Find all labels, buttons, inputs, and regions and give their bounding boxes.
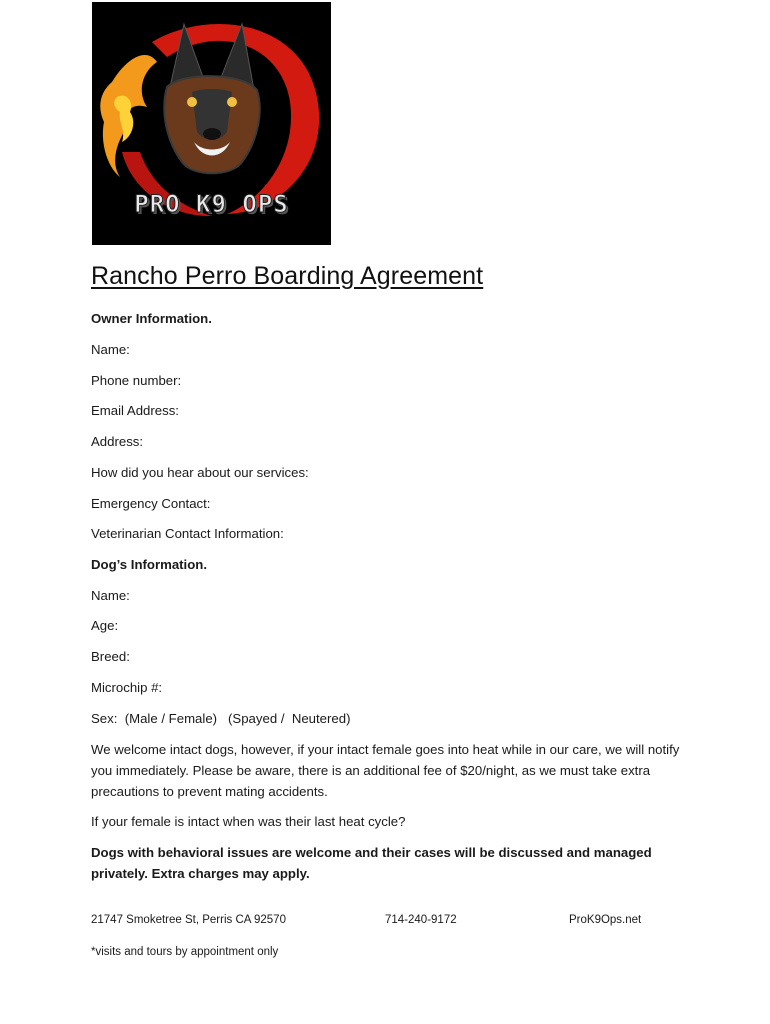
behavioral-issues-notice: Dogs with behavioral issues are welcome and their cases will be discussed and managed privately. Extra charges may apply. <box>91 845 652 881</box>
dog-breed-field: Breed: <box>91 649 130 664</box>
owner-referral-field: How did you hear about our services: <box>91 465 309 480</box>
dog-name-field: Name: <box>91 588 130 603</box>
logo-dog-eye-right <box>227 97 237 107</box>
owner-name-field: Name: <box>91 342 130 357</box>
owner-email-field: Email Address: <box>91 403 179 418</box>
heat-cycle-question: If your female is intact when was their last heat cycle? <box>91 814 406 829</box>
footer-phone: 714-240-9172 <box>385 914 457 926</box>
dog-microchip-field: Microchip #: <box>91 680 163 695</box>
logo-dog-nose <box>203 128 221 140</box>
logo-text: PRO K9 OPS <box>134 190 289 218</box>
dog-section-heading: Dog’s Information. <box>91 557 207 572</box>
logo-dog-eye-left <box>187 97 197 107</box>
owner-section-heading: Owner Information. <box>91 311 212 326</box>
page-title: Rancho Perro Boarding Agreement <box>91 262 484 290</box>
dog-age-field: Age: <box>91 618 119 633</box>
owner-vet-contact-field: Veterinarian Contact Information: <box>91 526 284 541</box>
footer-website: ProK9Ops.net <box>569 914 642 926</box>
owner-phone-field: Phone number: <box>91 373 182 388</box>
owner-emergency-contact-field: Emergency Contact: <box>91 496 211 511</box>
appointment-note: *visits and tours by appointment only <box>91 946 279 958</box>
footer-contact-row <box>91 914 651 932</box>
dog-sex-field: Sex: (Male / Female) (Spayed / Neutered) <box>91 711 351 726</box>
footer-address: 21747 Smoketree St, Perris CA 92570 <box>91 914 286 926</box>
owner-address-field: Address: <box>91 434 144 449</box>
pro-k9-ops-logo <box>92 2 331 245</box>
intact-dog-notice: We welcome intact dogs, however, if your intact female goes into heat while in our care, we will notify you immediately. Please be aware, there is an additional fee of $20/night, as we must take extra precautions to prevent mating accidents. <box>91 742 680 799</box>
